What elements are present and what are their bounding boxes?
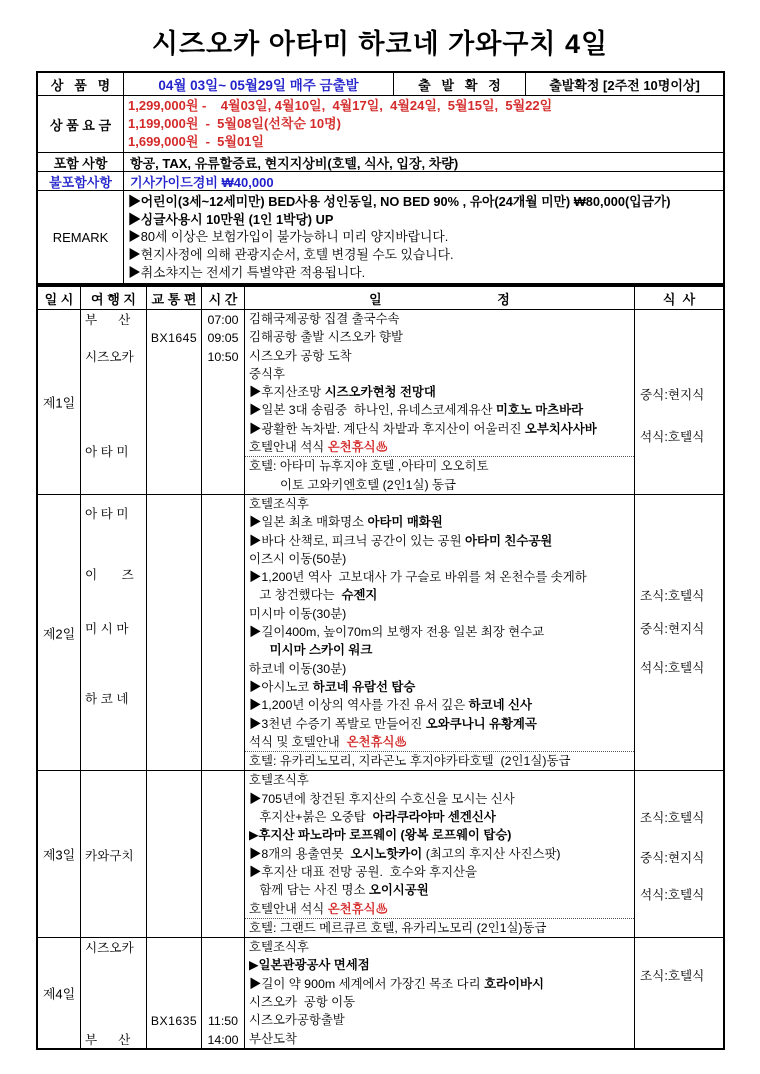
meal-cell xyxy=(635,771,723,937)
place-label: 이 즈 xyxy=(85,567,134,582)
schedule-text: 오이시공원 xyxy=(368,883,429,898)
schedule-text: ▶ xyxy=(249,828,259,843)
schedule-line xyxy=(245,641,634,659)
place-cell xyxy=(81,938,147,1048)
price-row xyxy=(38,96,723,153)
schedule-text: ▶아시노코 xyxy=(249,679,313,694)
schedule-text: 아타미 매화원 xyxy=(367,515,443,530)
schedule-text: 후지산+붉은 오중탑 xyxy=(249,810,373,825)
day-cell xyxy=(38,938,81,1048)
schedule-text: 슈젠지 xyxy=(341,588,378,603)
schedule-text: ▶후지산조망 xyxy=(249,385,325,400)
schedule-text: ▶705년에 창건된 후지산의 수호신을 모시는 신사 xyxy=(249,791,515,806)
schedule-line xyxy=(245,1011,634,1029)
day-row xyxy=(38,938,723,1048)
schedule-line xyxy=(245,863,634,881)
time-cell xyxy=(202,938,245,1048)
schedule-line xyxy=(245,438,634,456)
price-label: 상 품 요 금 xyxy=(38,96,124,152)
flight-number: BX1635 xyxy=(150,1014,198,1029)
place-label: 하 코 네 xyxy=(85,691,129,706)
time-label: 11:50 xyxy=(207,1014,239,1029)
col-header-schedule: 일 정 xyxy=(245,287,635,309)
day-label: 제4일 xyxy=(42,986,76,1002)
schedule-text: 함께 담는 사진 명소 xyxy=(249,883,369,898)
schedule-text: 호텔조식후 xyxy=(249,496,309,511)
price-line: 1,299,000원 - 4월03일, 4월10일, 4월17일, 4월24일, 5월15일, 5월22일 xyxy=(128,98,553,113)
place-label: 시즈오카 xyxy=(85,349,134,364)
day-label: 제2일 xyxy=(42,626,76,642)
schedule-text: ▶일본 최초 매화명소 xyxy=(249,515,368,530)
schedule-text: ▶길이400m, 높이70m의 보행자 전용 일본 최장 현수교 xyxy=(249,625,545,640)
time-cell xyxy=(202,310,245,494)
time-label: 14:00 xyxy=(207,1032,239,1047)
departure-schedule-value: 04월 03일~ 05월29일 매주 금출발 xyxy=(124,73,394,95)
day-row xyxy=(38,495,723,771)
schedule-text: ▶8개의 용출연못 xyxy=(249,846,351,861)
schedule-line xyxy=(245,771,634,789)
schedule-text: 시즈오카 공항 이동 xyxy=(249,994,356,1009)
time-cell xyxy=(202,771,245,937)
schedule-text: 오부치사사바 xyxy=(524,421,597,436)
schedule-line xyxy=(245,328,634,346)
meal-label: 중식:현지식 xyxy=(640,388,705,403)
price-line: 1,699,000원 - 5월01일 xyxy=(128,134,264,149)
meal-label: 석식:호텔식 xyxy=(640,660,705,675)
day-cell xyxy=(38,495,81,770)
schedule-text: 부산도착 xyxy=(249,1031,297,1046)
schedule-text: 하코네 이동(30분) xyxy=(249,661,347,676)
meal-label: 석식:호텔식 xyxy=(640,430,705,445)
schedule-text: 이즈시 이동(50분) xyxy=(249,551,347,566)
schedule-text: 미시마 이동(30분) xyxy=(249,606,347,621)
meal-cell xyxy=(635,938,723,1048)
schedule-line xyxy=(245,790,634,808)
schedule-text: 고 창건했다는 xyxy=(249,588,342,603)
schedule-text: ▶일본 3대 송림중 하나인, 유네스코세계유산 xyxy=(249,403,496,418)
page-title: 시즈오카 아타미 하코네 가와구치 4일 xyxy=(151,29,609,59)
schedule-line xyxy=(245,826,634,844)
schedule-text: 오와쿠나니 유황계곡 xyxy=(425,716,537,731)
meal-label: 조식:호텔식 xyxy=(640,811,705,826)
schedule-text: 시즈오카공항출발 xyxy=(249,1013,345,1028)
schedule-line xyxy=(245,975,634,993)
itinerary-days xyxy=(38,310,723,1048)
day-cell xyxy=(38,771,81,937)
schedule-line xyxy=(245,956,634,974)
schedule-line xyxy=(245,733,634,751)
meal-cell xyxy=(635,495,723,770)
exclude-label: 불포함사항 xyxy=(38,172,124,190)
schedule-text: (최고의 후지산 사진스팟) xyxy=(422,846,561,861)
hotel-info xyxy=(245,456,634,494)
include-value: 항공, TAX, 유류할증료, 현지지상비(호텔, 식사, 입장, 차량) xyxy=(130,155,459,171)
remark-line: ▶어린이(3세~12세미만) BED사용 성인동일, NO BED 90% , 유아(24개월 미만) ₩80,000(입금가) xyxy=(128,194,671,210)
schedule-text: 온천휴식♨ xyxy=(346,734,407,749)
schedule-cell xyxy=(245,771,635,937)
place-label: 시즈오카 xyxy=(85,941,134,956)
schedule-text: 호텔: 유카리노모리, 지라곤노 후지야카타호텔 (2인1실)동급 xyxy=(249,754,571,769)
include-row xyxy=(38,153,723,172)
schedule-text: 미호노 마츠바라 xyxy=(495,403,584,418)
schedule-text: 후지산 파노라마 로프웨이 (왕복 로프웨이 탑승) xyxy=(258,828,512,843)
schedule-text: 호텔안내 석식 xyxy=(249,901,328,916)
schedule-cell xyxy=(245,310,635,494)
hotel-line xyxy=(245,919,634,937)
schedule-line xyxy=(245,550,634,568)
schedule-line xyxy=(245,623,634,641)
schedule-line xyxy=(245,993,634,1011)
departure-confirm-label: 출 발 확 정 xyxy=(394,73,526,95)
flight-number: BX1645 xyxy=(150,331,198,346)
price-values xyxy=(124,96,723,152)
meal-label: 조식:호텔식 xyxy=(640,589,705,604)
schedule-text: 이토 고와키엔호텔 (2인1실) 동급 xyxy=(249,477,456,492)
remark-row xyxy=(38,191,723,283)
schedule-text: 김해공항 출발 시즈오카 향발 xyxy=(249,330,403,345)
schedule-cell xyxy=(245,938,635,1048)
place-label: 아 타 미 xyxy=(85,507,129,522)
schedule-text: 아라쿠라야마 센겐신사 xyxy=(372,810,496,825)
schedule-text: 시즈오카현청 전망대 xyxy=(324,385,436,400)
schedule-text: 중식후 xyxy=(249,366,285,381)
meal-cell xyxy=(635,310,723,494)
remark-line: ▶싱글사용시 10만원 (1인 1박당) UP xyxy=(128,211,334,227)
remark-values xyxy=(124,191,723,283)
schedule-text: 석식 및 호텔안내 xyxy=(249,734,347,749)
schedule-line xyxy=(245,900,634,918)
schedule-text: 호텔: 그랜드 메르큐르 호텔, 유카리노모리 (2인1실)동급 xyxy=(249,920,547,935)
remark-line: ▶80세 이상은 보험가입이 불가능하니 미리 양지바랍니다. xyxy=(128,229,449,245)
exclude-value: 기사가이드경비 ₩40,000 xyxy=(130,174,274,190)
hotel-line xyxy=(245,476,634,494)
time-label: 07:00 xyxy=(207,313,239,327)
schedule-line xyxy=(245,310,634,328)
schedule-cell xyxy=(245,495,635,770)
col-header-place: 여 행 지 xyxy=(81,287,147,309)
price-line: 1,199,000원 - 5월08일(선착순 10명) xyxy=(128,116,341,131)
schedule-text: 아타미 친수공원 xyxy=(465,533,553,548)
schedule-text: 미시마 스카이 워크 xyxy=(269,643,373,658)
product-info-table xyxy=(36,71,725,285)
remark-label: REMARK xyxy=(38,191,124,283)
hotel-info xyxy=(245,918,634,937)
schedule-line xyxy=(245,715,634,733)
schedule-line xyxy=(245,845,634,863)
schedule-line xyxy=(245,696,634,714)
col-header-time: 시 간 xyxy=(202,287,245,309)
day-label: 제3일 xyxy=(42,847,76,863)
schedule-text: ▶3천년 수증기 폭발로 만들어진 xyxy=(249,716,426,731)
day-label: 제1일 xyxy=(42,395,76,411)
schedule-text xyxy=(249,643,270,657)
time-label: 09:05 xyxy=(207,331,239,346)
remark-line: ▶현지사정에 의해 관광지순서, 호텔 변경될 수도 있습니다. xyxy=(128,247,454,263)
schedule-line xyxy=(245,808,634,826)
place-cell xyxy=(81,771,147,937)
schedule-text: 하코네 유람선 탑승 xyxy=(312,679,416,694)
schedule-text: 일본관광공사 면세점 xyxy=(258,958,370,973)
day-cell xyxy=(38,310,81,494)
meal-label: 석식:호텔식 xyxy=(640,887,705,902)
schedule-line xyxy=(245,365,634,383)
schedule-line xyxy=(245,678,634,696)
meal-label: 중식:현지식 xyxy=(640,622,705,637)
schedule-line xyxy=(245,532,634,550)
col-header-transport: 교 통 편 xyxy=(147,287,202,309)
remark-line: ▶취소챠지는 전세기 특별약관 적용됩니다. xyxy=(128,264,366,280)
schedule-line xyxy=(245,881,634,899)
schedule-line xyxy=(245,586,634,604)
place-label: 부 산 xyxy=(85,1032,131,1047)
itinerary-header-row xyxy=(38,287,723,310)
schedule-text: ▶광활한 녹차밭. 계단식 차밭과 후지산이 어울러진 xyxy=(249,421,525,436)
meal-label: 조식:호텔식 xyxy=(640,968,705,983)
day-row xyxy=(38,771,723,938)
departure-confirm-value: 출발확정 [2주전 10명이상] xyxy=(549,77,700,93)
schedule-line xyxy=(245,383,634,401)
place-cell xyxy=(81,310,147,494)
hotel-line xyxy=(245,752,634,770)
itinerary-table xyxy=(36,285,725,1050)
schedule-text: ▶1,200년 이상의 역사를 가진 유서 깊은 xyxy=(249,698,469,713)
schedule-text: 오시노핫카이 xyxy=(350,846,423,861)
schedule-line xyxy=(245,347,634,365)
include-label: 포함 사항 xyxy=(38,153,124,171)
schedule-text: 온천휴식♨ xyxy=(327,901,388,916)
schedule-line xyxy=(245,1030,634,1048)
transport-cell xyxy=(147,938,202,1048)
place-label: 아 타 미 xyxy=(85,444,129,459)
col-header-date: 일 시 xyxy=(38,287,81,309)
time-cell xyxy=(202,495,245,770)
schedule-text: 호텔조식후 xyxy=(249,940,309,955)
place-label: 미 시 마 xyxy=(85,622,129,637)
schedule-text: 호텔조식후 xyxy=(249,773,309,788)
schedule-line xyxy=(245,495,634,513)
schedule-text: 호텔안내 석식 xyxy=(249,440,328,455)
schedule-line xyxy=(245,568,634,586)
schedule-text: ▶ xyxy=(249,958,259,973)
hotel-info xyxy=(245,751,634,770)
place-label: 카와구치 xyxy=(85,849,134,864)
product-name-label: 상 품 명 xyxy=(38,73,124,95)
place-label: 부 산 xyxy=(85,313,131,327)
schedule-text: ▶후지산 대표 전망 공원. 호수와 후지산을 xyxy=(249,864,477,879)
schedule-text: ▶길이 약 900m 세계에서 가장긴 목조 다리 xyxy=(249,976,485,991)
schedule-line xyxy=(245,420,634,438)
place-cell xyxy=(81,495,147,770)
schedule-text: 시즈오카 공항 도착 xyxy=(249,348,352,363)
exclude-row xyxy=(38,172,723,191)
schedule-text: 호텔: 아타미 뉴후지야 호텔 ,아타미 오오히토 xyxy=(249,459,489,474)
product-name-row xyxy=(38,73,723,96)
time-label: 10:50 xyxy=(207,349,239,364)
schedule-line xyxy=(245,605,634,623)
schedule-text: ▶바다 산책로, 피크닉 공간이 있는 공원 xyxy=(249,533,466,548)
schedule-text: 김해국제공항 집결 출국수속 xyxy=(249,312,400,326)
schedule-line xyxy=(245,401,634,419)
schedule-text: ▶1,200년 역사 고보대사 가 구슬로 바위를 쳐 온천수를 솟게하 xyxy=(249,570,587,585)
schedule-text: 온천휴식♨ xyxy=(327,440,388,455)
transport-cell xyxy=(147,495,202,770)
hotel-line xyxy=(245,457,634,475)
transport-cell xyxy=(147,310,202,494)
schedule-text: 호라이바시 xyxy=(484,976,544,991)
day-row xyxy=(38,310,723,495)
col-header-meal: 식 사 xyxy=(662,291,696,307)
schedule-line xyxy=(245,938,634,956)
meal-label: 중식:현지식 xyxy=(640,851,705,866)
schedule-line xyxy=(245,513,634,531)
transport-cell xyxy=(147,771,202,937)
schedule-line xyxy=(245,660,634,678)
schedule-text: 하코네 신사 xyxy=(468,698,532,713)
